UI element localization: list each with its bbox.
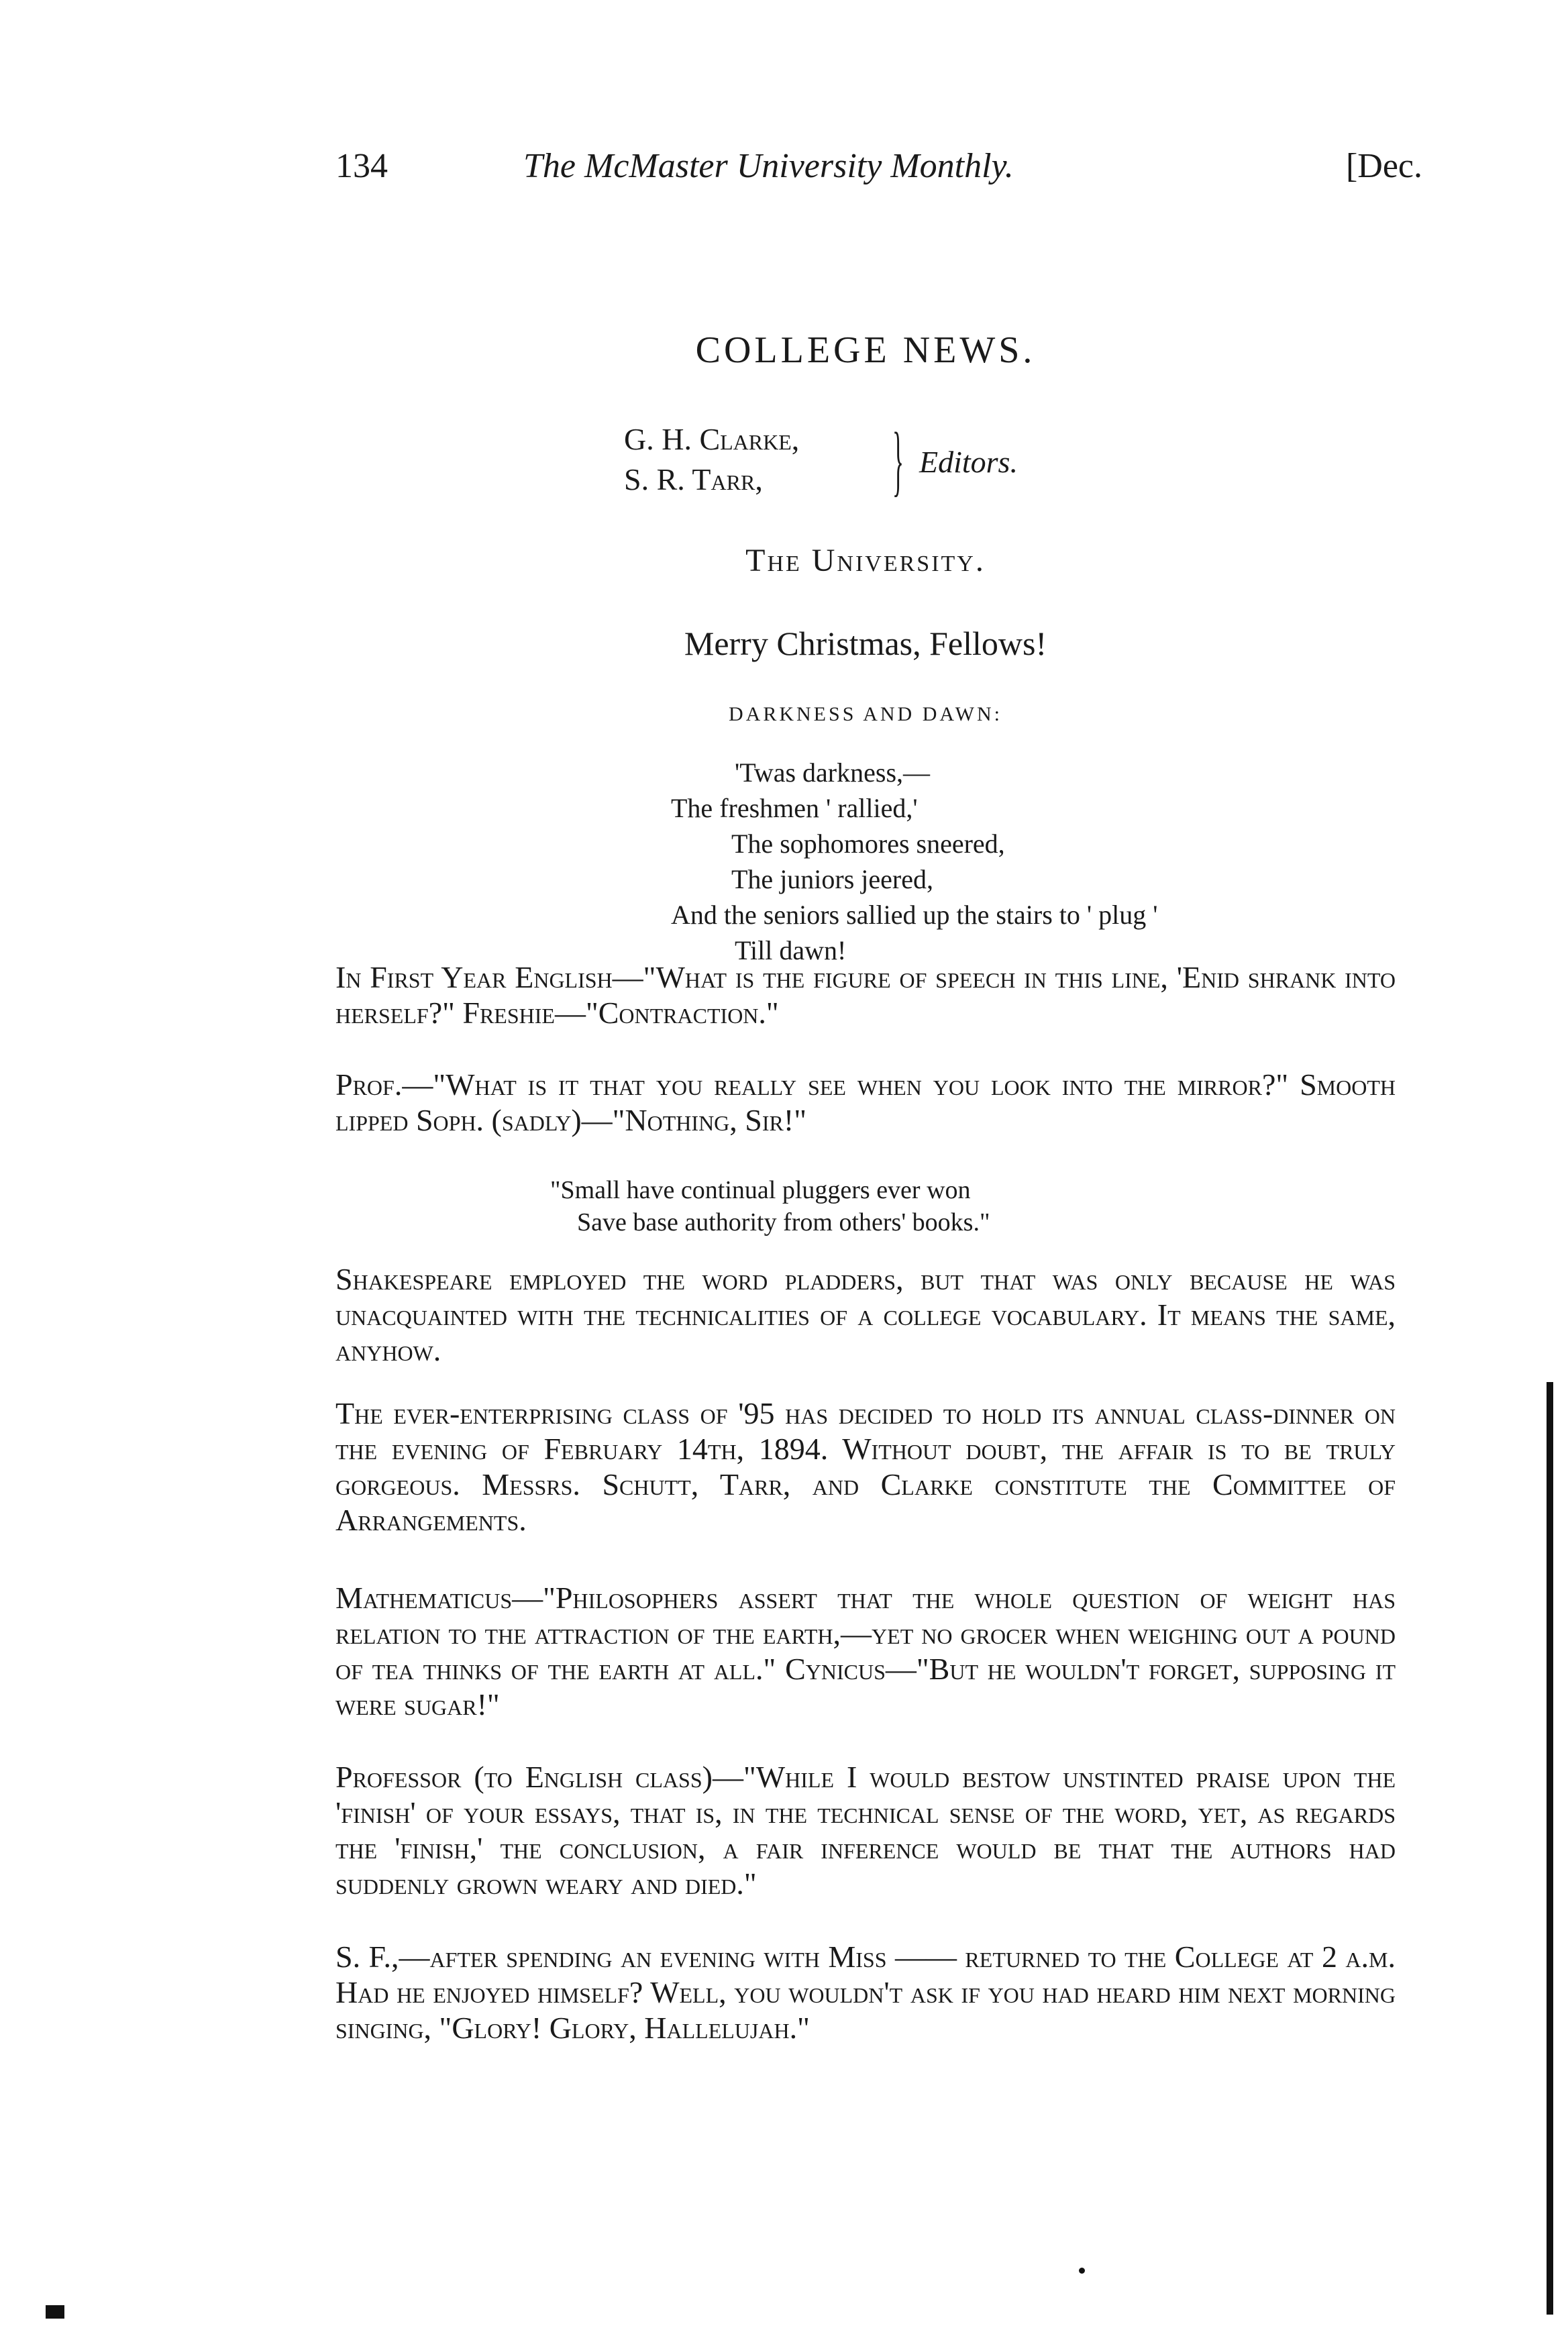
news-item-text: S. F.,—after spending an evening with Miss —— returned to the College at 2 a.m. Had he enjoyed himself? Well, you wouldn't ask if you had heard him next morning singing, "Glory! Glory, Hallelujah." — [335, 1940, 1396, 2045]
quote-line: Save base authority from others' books." — [577, 1208, 990, 1236]
section-title: COLLEGE NEWS. — [695, 329, 1036, 371]
news-item — [335, 1759, 1396, 1901]
news-item-lead: Professor — [335, 1760, 462, 1794]
news-item-lead: Mathematicus — [335, 1581, 513, 1615]
news-item — [335, 959, 1396, 1030]
news-item — [335, 1580, 1396, 1722]
greeting: Merry Christmas, Fellows! — [684, 625, 1047, 662]
editors-label: Editors. — [919, 445, 1018, 479]
journal-title: The McMaster University Monthly. — [523, 147, 1014, 185]
news-item-text: —"Philosophers assert that the whole question of weight has relation to the attraction of the earth,—yet no grocer when weighing out a pound of tea thinks of the earth at all." Cynicus—"But he wouldn't forget, supposing it were sugar!" — [335, 1581, 1396, 1722]
poem — [671, 755, 1396, 968]
news-item-text: —"What is the figure of speech in this line, 'Enid shrank into herself?" Freshie—"Contraction." — [335, 960, 1396, 1030]
poem-line: The juniors jeered, — [731, 864, 933, 894]
news-item-lead: The — [335, 1396, 383, 1430]
running-head — [335, 146, 1422, 200]
poem-line: The sophomores sneered, — [731, 829, 1005, 859]
editors-block — [624, 416, 1094, 507]
page-number: 134 — [335, 147, 388, 185]
editor-names: G. H. Clarke, S. R. Tarr, — [624, 422, 800, 496]
news-item — [335, 1939, 1396, 2046]
news-item-lead: In First Year English — [335, 960, 613, 994]
news-item — [335, 1395, 1396, 1538]
quote — [550, 1174, 1288, 1238]
subsection-title: The University. — [745, 543, 986, 578]
news-item — [335, 1261, 1396, 1368]
poem-line: Till dawn! — [735, 935, 847, 965]
news-item-text: (to English class)—"While I would bestow unstinted praise upon the 'finish' of your essays, that is, in the technical sense of the word, yet, as regards the 'finish,' the conclusion, a fair inference would be that the authors had suddenly grown weary and died." — [335, 1760, 1396, 1901]
scan-corner-mark — [46, 2305, 64, 2319]
quote-line: "Small have continual pluggers ever won — [550, 1176, 971, 1204]
news-item-text: —"What is it that you really see when you look into the mirror?" Smooth lipped Soph. (sadly)—"Nothing, Sir!" — [335, 1067, 1396, 1137]
poem-title: DARKNESS AND DAWN: — [729, 703, 1002, 725]
news-item-text: Shakespeare employed the word pladders, but that was only because he was unacquainted with the technicalities of a college vocabulary. It means the same, anyhow. — [335, 1262, 1396, 1367]
editor-brace-icon: } — [892, 416, 904, 504]
poem-line: 'Twas darkness,— — [735, 757, 931, 788]
news-item-lead: Prof. — [335, 1067, 403, 1102]
poem-line: And the seniors sallied up the stairs to ' plug ' — [671, 900, 1158, 930]
news-item — [335, 1067, 1396, 1138]
poem-line: The freshmen ' rallied,' — [671, 793, 918, 823]
month-mark: [Dec. — [1345, 147, 1422, 185]
scan-edge-mark — [1547, 1382, 1553, 2315]
news-item-text: ever-enterprising class of '95 has decided to hold its annual class-dinner on the evening of February 14th, 1894. Without doubt, the affair is to be truly gorgeous. Messrs. Schutt, Tarr, and Clarke constitute the Committee of Arrangements. — [335, 1396, 1396, 1537]
ink-dot — [1079, 2268, 1085, 2274]
